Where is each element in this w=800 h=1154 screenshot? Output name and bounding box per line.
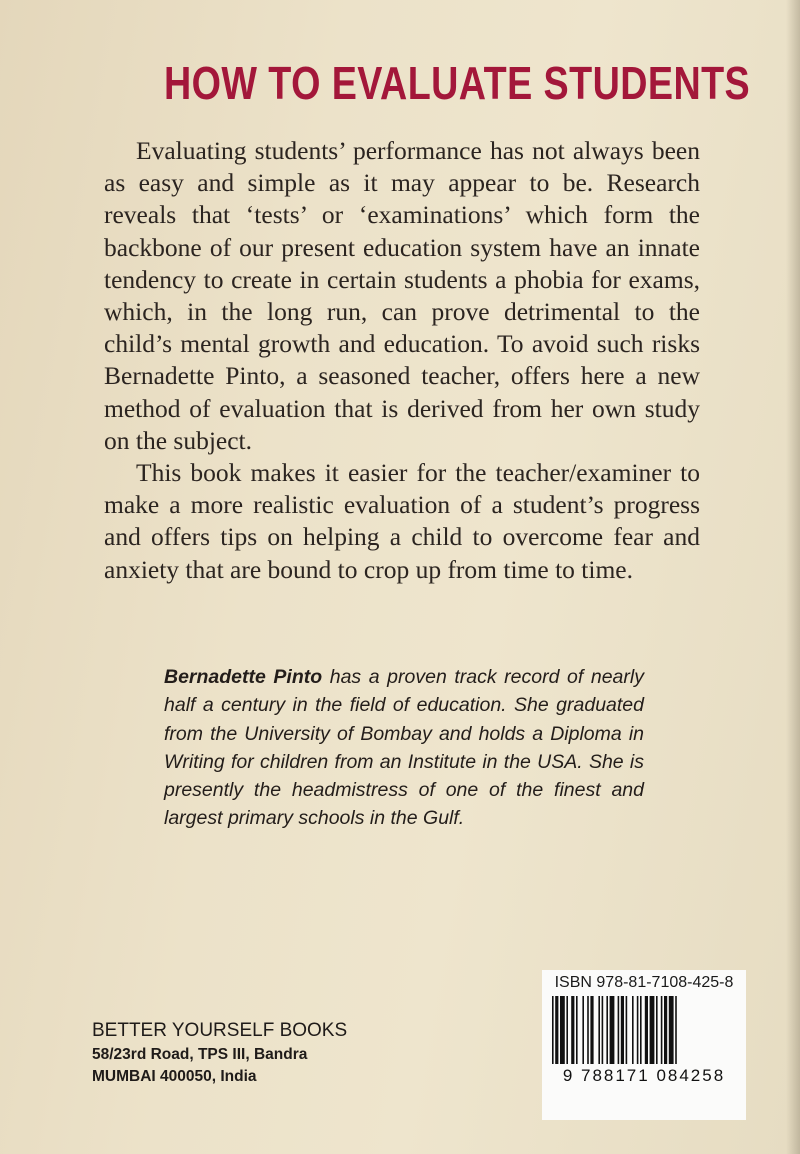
author-bio-text: has a proven track record of nearly half a century in the field of education. She graduated from the University of Bombay and holds a Diploma in Writing for children from an Institute in the USA. She is presently the headmistress of one of the finest and largest primary schools in the Gulf. xyxy=(164,666,644,830)
barcode-bar xyxy=(664,996,667,1064)
barcode-bar xyxy=(590,996,593,1064)
barcode-bar xyxy=(621,996,624,1064)
barcode-bar xyxy=(650,996,655,1064)
barcode-bar xyxy=(626,996,628,1064)
barcode-bar xyxy=(656,996,658,1064)
book-blurb xyxy=(104,135,700,586)
barcode-digits: 9 788171 084258 xyxy=(562,1066,726,1085)
barcode-bar xyxy=(602,996,604,1064)
barcode-bar xyxy=(566,996,568,1064)
publisher-address-line-1: 58/23rd Road, TPS III, Bandra xyxy=(92,1046,308,1063)
author-bio xyxy=(164,663,644,833)
barcode-bar xyxy=(669,996,674,1064)
barcode-bar xyxy=(645,996,648,1064)
barcode-bar xyxy=(598,996,600,1064)
barcode-bar xyxy=(560,996,565,1064)
barcode-bar xyxy=(610,996,615,1064)
author-name: Bernadette Pinto xyxy=(164,666,323,688)
publisher-name: BETTER YOURSELF BOOKS xyxy=(92,1020,348,1041)
isbn-label: ISBN 978-81-7108-425-8 xyxy=(554,974,734,991)
barcode-bar xyxy=(637,996,639,1064)
barcode-bar xyxy=(675,996,677,1064)
barcode-bar xyxy=(555,996,558,1064)
isbn-barcode-box xyxy=(542,970,746,1120)
publisher-address-line-2: MUMBAI 400050, India xyxy=(92,1068,257,1085)
barcode-bar xyxy=(606,996,608,1064)
blurb-paragraph-2: This book makes it easier for the teacher/examiner to make a more realistic evaluation of a student’s progress and offers tips on helping a child to overcome fear and anxiety that are bound to crop up from time to time. xyxy=(104,458,700,584)
barcode-bar xyxy=(587,996,589,1064)
barcode-bar xyxy=(552,996,554,1064)
blurb-paragraph-1: Evaluating students’ performance has not always been as easy and simple as it may appear to be. Research reveals that ‘tests’ or ‘examinations’ which form the backbone of our present education system have an innate tendency to create in certain students a phobia for exams, which, in the long run, can prove detrimental to the child’s mental growth and education. To avoid such risks Bernadette Pinto, a seasoned teacher, offers here a new method of evaluation that is derived from her own study on the subject. xyxy=(104,136,700,455)
book-title: HOW TO EVALUATE STUDENTS xyxy=(164,57,751,109)
barcode-bar xyxy=(582,996,584,1064)
barcode-bar xyxy=(618,996,620,1064)
barcode-icon xyxy=(550,996,738,1064)
barcode-bar xyxy=(661,996,663,1064)
cover-edge-shadow xyxy=(786,0,800,1154)
barcode-bar xyxy=(632,996,634,1064)
barcode-bar xyxy=(571,996,574,1064)
barcode-bar xyxy=(576,996,578,1064)
publisher-info xyxy=(92,1018,347,1088)
barcode-bar xyxy=(640,996,642,1064)
